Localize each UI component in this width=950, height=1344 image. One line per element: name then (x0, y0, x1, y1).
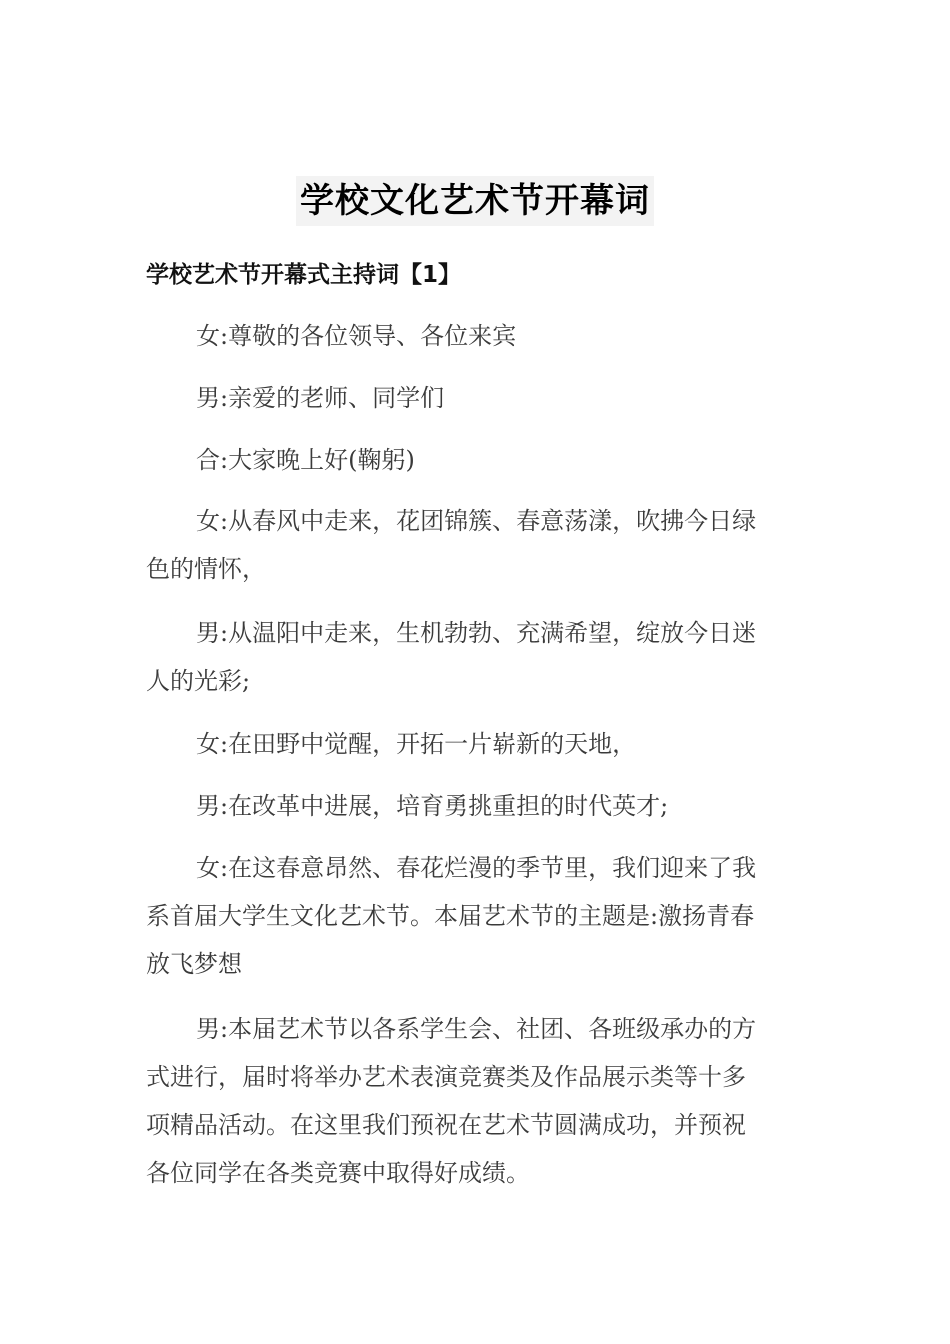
paragraph-line: 放飞梦想 (146, 950, 242, 978)
paragraph-line: 合:大家晚上好(鞠躬) (196, 446, 415, 474)
section-heading: 学校艺术节开幕式主持词【1】 (146, 262, 462, 288)
paragraph-line: 女:从春风中走来，花团锦簇、春意荡漾，吹拂今日绿 (196, 507, 757, 535)
document-title-text: 学校文化艺术节开幕词 (296, 176, 654, 226)
paragraph-line: 男:从温阳中走来，生机勃勃、充满希望，绽放今日迷 (196, 619, 757, 647)
paragraph (146, 312, 796, 360)
paragraph-line: 女:在田野中觉醒，开拓一片崭新的天地， (196, 730, 637, 758)
paragraph-line: 人的光彩; (146, 667, 251, 695)
paragraph (146, 497, 796, 593)
paragraph-line: 男:在改革中进展，培育勇挑重担的时代英才; (196, 792, 669, 820)
paragraph (146, 436, 796, 484)
document-title (0, 176, 950, 226)
paragraph (146, 374, 796, 422)
paragraph (146, 844, 796, 988)
paragraph-line: 各位同学在各类竞赛中取得好成绩。 (146, 1159, 530, 1187)
paragraph-line: 男:亲爱的老师、同学们 (196, 384, 445, 412)
paragraph-line: 男:本届艺术节以各系学生会、社团、各班级承办的方 (196, 1015, 757, 1043)
paragraph (146, 1005, 796, 1197)
paragraph-line: 式进行，届时将举办艺术表演竞赛类及作品展示类等十多 (146, 1063, 746, 1091)
paragraph-line: 系首届大学生文化艺术节。本届艺术节的主题是:激扬青春 (146, 902, 755, 930)
paragraph-line: 项精品活动。在这里我们预祝在艺术节圆满成功，并预祝 (146, 1111, 746, 1139)
paragraph (146, 720, 796, 768)
paragraph-line: 女:在这春意昂然、春花烂漫的季节里，我们迎来了我 (196, 854, 757, 882)
paragraph (146, 609, 796, 705)
paragraph-line: 色的情怀， (146, 555, 266, 583)
paragraph-line: 女:尊敬的各位领导、各位来宾 (196, 322, 517, 350)
paragraph (146, 782, 796, 830)
